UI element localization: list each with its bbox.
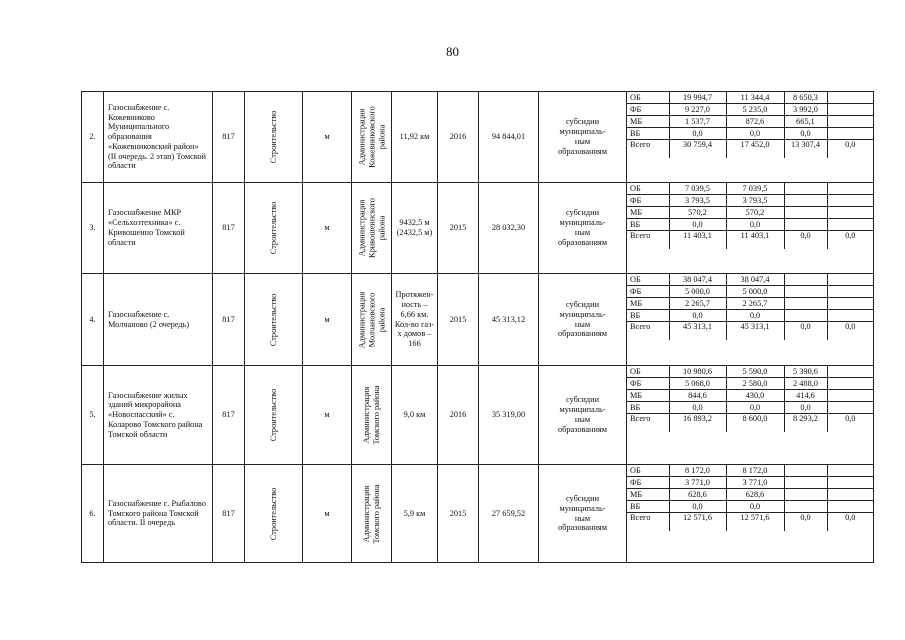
financing-row [627, 402, 873, 414]
row-number: 4. [82, 274, 104, 366]
ministry-code: 817 [213, 274, 245, 366]
budget-value: 45 313,1 [669, 322, 726, 340]
budget-value: 0,0 [784, 513, 827, 531]
budget-value: 628,6 [726, 489, 784, 501]
financing-breakdown [627, 366, 874, 465]
capacity: 5,9 км [392, 465, 438, 563]
financing-row [627, 207, 873, 219]
administrator-line: Администрация [361, 386, 371, 444]
object-name: Газоснабжение с. Рыбалово Томского района Томской области. II очередь [104, 465, 213, 563]
capacity: 9432,5 м (2432,5 м) [392, 183, 438, 274]
budget-value [827, 195, 873, 207]
table-row [82, 274, 874, 366]
budget-value [827, 501, 873, 513]
estimated-cost: 27 659,52 [479, 465, 539, 563]
budget-value: 3 992,0 [784, 104, 827, 116]
ministry-code: 817 [213, 183, 245, 274]
financing-breakdown [627, 274, 874, 366]
budget-label: МБ [627, 298, 669, 310]
capacity: 11,92 км [392, 92, 438, 183]
budget-value [827, 390, 873, 402]
financing-table [627, 183, 873, 249]
budget-value: 0,0 [845, 513, 856, 522]
budget-label: Всего [627, 513, 669, 531]
measure-unit: м [303, 92, 352, 183]
budget-value [784, 183, 827, 195]
table-row [82, 92, 874, 183]
ministry-code: 817 [213, 92, 245, 183]
budget-value: 0,0 [845, 322, 856, 331]
financing-row [627, 140, 873, 158]
budget-value: 30 759,4 [669, 140, 726, 158]
budget-value: 19 994,7 [669, 92, 726, 104]
administrator-text [357, 291, 386, 348]
funding-form: субсидии муниципаль- ным образованиям [539, 274, 627, 366]
row-number: 2. [82, 92, 104, 183]
financing-row [627, 195, 873, 207]
table-row [82, 465, 874, 563]
budget-label: МБ [627, 390, 669, 402]
financing-table [627, 366, 873, 432]
budget-label: ВБ [627, 128, 669, 140]
work-type-text: Строительство [268, 388, 278, 442]
budget-value: 3 793,5 [726, 195, 784, 207]
budget-label: ФБ [627, 378, 669, 390]
financing-row [627, 219, 873, 231]
budget-value: 0,0 [726, 310, 784, 322]
budget-value: 0,0 [726, 402, 784, 414]
administrator-line: Администрация [356, 108, 366, 166]
object-name: Газоснабжение МКР «Сельхозтехника» с. Кривошеино Томской области [104, 183, 213, 274]
administrator-line: Кривошеинского [366, 198, 376, 258]
object-name: Газоснабжение жилых зданий микрорайона «Новоспасский» с. Коларово Томского района Томской области [104, 366, 213, 465]
budget-value: 2 488,0 [784, 378, 827, 390]
budget-label: Всего [627, 322, 669, 340]
budget-value: 5 000,0 [726, 286, 784, 298]
budget-value: 11 403,1 [669, 231, 726, 249]
budget-value [827, 219, 873, 231]
administrator-line: Администрация [356, 199, 366, 257]
budget-value: 570,2 [726, 207, 784, 219]
funding-form: субсидии муниципаль- ным образованиям [539, 465, 627, 563]
financing-row [627, 414, 873, 432]
estimated-cost: 28 032,30 [479, 183, 539, 274]
budget-value: 8 293,2 [784, 414, 827, 432]
budget-label: ФБ [627, 104, 669, 116]
budget-value: 8 650,3 [784, 92, 827, 104]
completion-year: 2015 [438, 274, 479, 366]
work-type [245, 183, 303, 274]
budget-label: ОБ [627, 274, 669, 286]
measure-unit: м [303, 274, 352, 366]
budget-value: 11 344,4 [726, 92, 784, 104]
budget-value: 9 227,0 [669, 104, 726, 116]
work-type-text: Строительство [268, 293, 278, 346]
budget-label: МБ [627, 116, 669, 128]
budget-label: МБ [627, 489, 669, 501]
budget-value: 5 000,0 [669, 286, 726, 298]
budget-value [827, 286, 873, 298]
budget-value: 8 172,0 [726, 465, 784, 477]
budget-value: 38 047,4 [726, 274, 784, 286]
budget-label: ФБ [627, 286, 669, 298]
budget-value: 0,0 [726, 219, 784, 231]
financing-row [627, 465, 873, 477]
budget-value: 430,0 [726, 390, 784, 402]
completion-year: 2015 [438, 465, 479, 563]
row-number: 5. [82, 366, 104, 465]
capacity: 9,0 км [392, 366, 438, 465]
budget-value [784, 219, 827, 231]
administrator-line: Томского района [371, 483, 381, 544]
financing-row [627, 183, 873, 195]
budget-value: 628,6 [669, 489, 726, 501]
funding-form: субсидии муниципаль- ным образованиям [539, 183, 627, 274]
budget-label: ОБ [627, 366, 669, 378]
financing-row [627, 378, 873, 390]
financing-breakdown [627, 92, 874, 183]
budget-value: 0,0 [669, 501, 726, 513]
financing-row [627, 322, 873, 340]
budget-value [784, 310, 827, 322]
budget-value [827, 310, 873, 322]
budget-value [784, 298, 827, 310]
administrator [352, 183, 392, 274]
budget-label: ОБ [627, 183, 669, 195]
administrator [352, 366, 392, 465]
financing-row [627, 310, 873, 322]
completion-year: 2016 [438, 366, 479, 465]
funding-form: субсидии муниципаль- ным образованиям [539, 366, 627, 465]
budget-label: Всего [627, 414, 669, 432]
work-type [245, 366, 303, 465]
completion-year: 2015 [438, 183, 479, 274]
measure-unit: м [303, 366, 352, 465]
budget-value [784, 477, 827, 489]
object-name: Газоснабжение с. Молчаново (2 очередь) [104, 274, 213, 366]
budget-value [827, 183, 873, 195]
measure-unit: м [303, 183, 352, 274]
budget-label: Всего [627, 231, 669, 249]
table-row [82, 183, 874, 274]
budget-value [827, 104, 873, 116]
budget-value [827, 402, 873, 414]
financing-row [627, 489, 873, 501]
budget-value [827, 366, 873, 378]
page-number: 80 [446, 44, 459, 59]
budget-label: ОБ [627, 465, 669, 477]
financing-row [627, 231, 873, 249]
budget-value: 0,0 [784, 231, 827, 249]
budget-value: 5 590,0 [726, 366, 784, 378]
budget-value: 0,0 [784, 402, 827, 414]
budget-value: 5 390,6 [784, 366, 827, 378]
administrator-line: Кожевниковского [366, 106, 376, 168]
budget-value: 0,0 [669, 402, 726, 414]
budget-value: 12 571,6 [669, 513, 726, 531]
table-row [82, 366, 874, 465]
administrator-line: района [376, 124, 386, 150]
funding-form: субсидии муниципаль- ным образованиям [539, 92, 627, 183]
financing-row [627, 501, 873, 513]
budget-value: 0,0 [845, 414, 856, 423]
financing-table [627, 465, 873, 531]
budget-value: 38 047,4 [669, 274, 726, 286]
administrator [352, 92, 392, 183]
budget-label: ОБ [627, 92, 669, 104]
budget-label: МБ [627, 207, 669, 219]
work-type-text: Строительство [268, 110, 278, 164]
row-number: 6. [82, 465, 104, 563]
financing-table [627, 92, 873, 158]
budget-value: 11 403,1 [726, 231, 784, 249]
budget-value: 0,0 [845, 231, 856, 240]
budget-value: 0,0 [669, 128, 726, 140]
budget-value: 2 580,0 [726, 378, 784, 390]
budget-value: 8 172,0 [669, 465, 726, 477]
financing-row [627, 298, 873, 310]
budget-value: 8 600,0 [726, 414, 784, 432]
budget-value: 17 452,0 [726, 140, 784, 158]
budget-value [827, 298, 873, 310]
budget-value: 3 771,0 [726, 477, 784, 489]
projects-table [81, 91, 874, 563]
budget-value: 45 313,1 [726, 322, 784, 340]
work-type [245, 465, 303, 563]
financing-breakdown [627, 465, 874, 563]
ministry-code: 817 [213, 465, 245, 563]
budget-label: ФБ [627, 477, 669, 489]
administrator [352, 274, 392, 366]
financing-row [627, 366, 873, 378]
budget-label: ВБ [627, 219, 669, 231]
budget-value [784, 489, 827, 501]
administrator-text [362, 385, 382, 444]
ministry-code: 817 [213, 366, 245, 465]
budget-value: 5 235,0 [726, 104, 784, 116]
budget-value: 414,6 [784, 390, 827, 402]
administrator-text [357, 198, 386, 258]
budget-value [784, 465, 827, 477]
budget-value: 665,1 [784, 116, 827, 128]
administrator-line: Администрация [356, 291, 366, 348]
administrator [352, 465, 392, 563]
object-name: Газоснабжение с. Кожевниково Муниципального образования «Кожевниковский район» (II очередь. 2 этап) Томской области [104, 92, 213, 183]
financing-row [627, 477, 873, 489]
work-type [245, 274, 303, 366]
administrator-line: Администрация [361, 485, 371, 542]
financing-table [627, 274, 873, 340]
financing-row [627, 128, 873, 140]
administrator-line: Молчановского [366, 292, 376, 347]
budget-value: 0,0 [669, 310, 726, 322]
measure-unit: м [303, 465, 352, 563]
budget-value [827, 128, 873, 140]
row-number: 3. [82, 183, 104, 274]
estimated-cost: 94 844,01 [479, 92, 539, 183]
budget-value: 2 265,7 [726, 298, 784, 310]
budget-value: 0,0 [726, 128, 784, 140]
budget-value [784, 501, 827, 513]
administrator-line: Томского района [371, 385, 381, 445]
budget-value: 3 771,0 [669, 477, 726, 489]
budget-value: 16 893,2 [669, 414, 726, 432]
budget-label: ФБ [627, 195, 669, 207]
budget-value: 13 307,4 [784, 140, 827, 158]
budget-value: 12 571,6 [726, 513, 784, 531]
budget-value: 5 068,0 [669, 378, 726, 390]
budget-value [827, 274, 873, 286]
budget-value [784, 207, 827, 219]
budget-value [827, 92, 873, 104]
budget-value: 0,0 [669, 219, 726, 231]
budget-value: 3 793,5 [669, 195, 726, 207]
capacity: Протяжен-ность – 6,66 км. Кол-во газ-х домов – 166 [392, 274, 438, 366]
budget-value: 844,6 [669, 390, 726, 402]
budget-value [784, 286, 827, 298]
work-type [245, 92, 303, 183]
budget-label: ВБ [627, 402, 669, 414]
budget-value: 10 980,6 [669, 366, 726, 378]
budget-value [827, 465, 873, 477]
budget-value: 0,0 [845, 140, 856, 149]
budget-value: 7 039,5 [726, 183, 784, 195]
budget-value: 0,0 [784, 128, 827, 140]
estimated-cost: 45 313,12 [479, 274, 539, 366]
financing-row [627, 274, 873, 286]
budget-value: 570,2 [669, 207, 726, 219]
budget-value: 0,0 [726, 501, 784, 513]
financing-row [627, 92, 873, 104]
budget-value [827, 378, 873, 390]
budget-value: 0,0 [784, 322, 827, 340]
budget-value: 2 265,7 [669, 298, 726, 310]
financing-row [627, 104, 873, 116]
budget-value: 7 039,5 [669, 183, 726, 195]
budget-value [784, 274, 827, 286]
administrator-line: района [376, 307, 386, 332]
administrator-line: района [376, 215, 386, 241]
budget-value [827, 207, 873, 219]
financing-breakdown [627, 183, 874, 274]
financing-row [627, 286, 873, 298]
budget-value [784, 195, 827, 207]
budget-label: Всего [627, 140, 669, 158]
budget-value [827, 489, 873, 501]
budget-label: ВБ [627, 501, 669, 513]
administrator-text [357, 106, 386, 168]
work-type-text: Строительство [268, 201, 278, 255]
estimated-cost: 35 319,00 [479, 366, 539, 465]
administrator-text [362, 484, 382, 543]
financing-row [627, 116, 873, 128]
completion-year: 2016 [438, 92, 479, 183]
budget-label: ВБ [627, 310, 669, 322]
budget-value: 872,6 [726, 116, 784, 128]
work-type-text: Строительство [268, 487, 278, 540]
budget-value: 1 537,7 [669, 116, 726, 128]
budget-value [827, 477, 873, 489]
budget-value [827, 116, 873, 128]
financing-row [627, 513, 873, 531]
financing-row [627, 390, 873, 402]
